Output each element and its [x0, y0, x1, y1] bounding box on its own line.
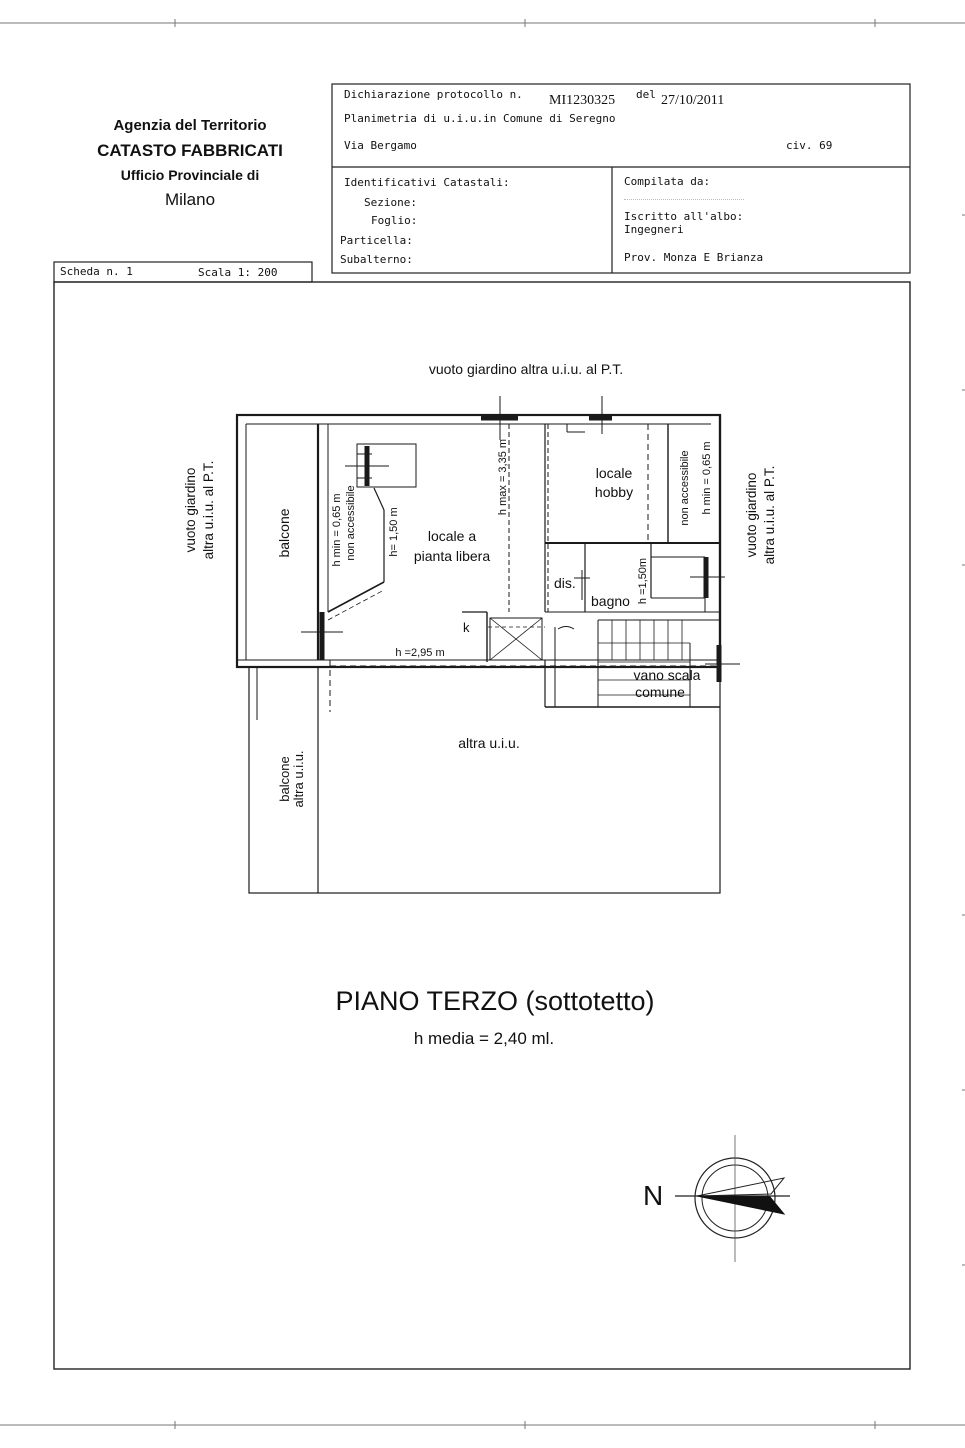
compass-icon [675, 1135, 790, 1262]
label-h-min-left: h min = 0,65 m [331, 493, 343, 567]
label-non-accessibile-right: non accessibile [679, 450, 691, 526]
sheet-scale: Scala 1: 200 [198, 266, 278, 279]
protocol-label: Dichiarazione protocollo n. [344, 88, 523, 101]
label-right-void-2: altra u.i.u. al P.T. [762, 465, 777, 565]
label-locale-a: locale a [427, 528, 477, 544]
label-balcone-altra-2: altra u.i.u. [291, 750, 306, 808]
foglio-label: Foglio: [371, 214, 418, 227]
label-h-150-right: h =1,50m [637, 557, 649, 605]
unit-outline [237, 415, 720, 667]
sheet-number: Scheda n. 1 [60, 265, 133, 278]
label-locale: locale [595, 465, 633, 481]
label-non-accessibile-left: non accessibile [345, 485, 357, 561]
identifiers-title: Identificativi Catastali: [344, 176, 510, 189]
registry-name: CATASTO FABBRICATI [97, 141, 283, 160]
label-top-void: vuoto giardino altra u.i.u. al P.T. [428, 361, 624, 377]
office-line: Ufficio Provinciale di [120, 167, 260, 183]
other-unit-block [249, 667, 720, 893]
label-pianta-libera: pianta libera [413, 548, 491, 564]
label-hobby: hobby [594, 484, 634, 500]
label-balcone-altra-1: balcone [277, 756, 292, 802]
declaration-date: 27/10/2011 [661, 93, 725, 108]
particella-label: Particella: [340, 234, 413, 247]
average-height: h media = 2,40 ml. [413, 1029, 555, 1048]
label-vano-scala: vano scala [633, 667, 701, 683]
office-city: Milano [164, 190, 216, 209]
protocol-number: MI1230325 [549, 93, 616, 108]
label-h-150-left: h= 1,50 m [388, 507, 400, 557]
street: Via Bergamo [344, 139, 417, 152]
compiler-title: Compilata da: [624, 175, 711, 188]
sezione-label: Sezione: [364, 196, 417, 209]
date-label: del [636, 88, 656, 101]
label-h-min-right: h min = 0,65 m [701, 441, 713, 515]
label-right-void-1: vuoto giardino [744, 472, 759, 558]
civic-number: civ. 69 [786, 139, 833, 152]
compiler-province: Prov. Monza E Brianza [624, 251, 764, 264]
albo-value: Ingegneri [624, 223, 684, 236]
label-dis: dis. [554, 575, 576, 591]
label-comune: comune [635, 684, 685, 700]
label-bagno: bagno [591, 593, 630, 609]
label-h-295: h =2,95 m [395, 647, 445, 659]
label-k: k [463, 620, 470, 635]
agency-name: Agenzia del Territorio [113, 117, 267, 134]
north-label: N [643, 1180, 664, 1211]
floor-title: PIANO TERZO (sottotetto) [335, 986, 655, 1016]
label-left-void-1: vuoto giardino [183, 467, 198, 553]
label-h-max: h max = 3,35 m [497, 438, 509, 516]
label-left-void-2: altra u.i.u. al P.T. [201, 460, 216, 560]
albo-label: Iscritto all'albo: [624, 210, 744, 223]
label-balcone: balcone [276, 508, 292, 558]
label-altra-uiu: altra u.i.u. [458, 735, 520, 751]
subalterno-label: Subalterno: [340, 253, 413, 266]
plan-line: Planimetria di u.i.u.in Comune di Seregno [344, 112, 616, 125]
